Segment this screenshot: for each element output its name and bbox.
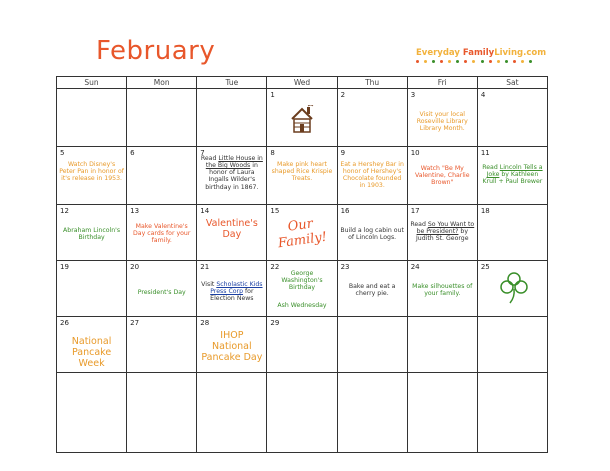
day-number: 3: [410, 91, 416, 99]
event-text: George Washington's Birthday: [281, 270, 323, 292]
weekday-thu: Thu: [337, 77, 407, 89]
day-cell-9: [337, 147, 407, 205]
event-text-part: Read: [200, 155, 219, 162]
day-number: 10: [410, 149, 420, 157]
day-cell-empty: [477, 317, 547, 373]
day-cell-13: [127, 205, 197, 261]
day-cell-29: [267, 317, 337, 373]
day-number: 29: [270, 319, 280, 327]
day-cell-6: [127, 147, 197, 205]
event-text: President's Day: [137, 289, 186, 296]
day-cell-empty: [197, 373, 267, 453]
day-cell-empty: [337, 317, 407, 373]
event-text: Build a log cabin out of Lincoln Logs.: [340, 227, 404, 242]
day-number: 13: [130, 207, 140, 215]
event-text: Valentine's Day: [205, 218, 258, 240]
brand-dot: [521, 60, 524, 63]
day-number: 1: [270, 91, 275, 99]
event-text: Make pink heart shaped Rice Krispie Treats.: [271, 161, 333, 183]
event-text-part: Read: [482, 164, 500, 171]
calendar-grid: [56, 76, 548, 453]
day-number: 9: [340, 149, 346, 157]
day-cell-24: [407, 261, 477, 317]
weekday-header-row: [57, 77, 548, 89]
brand-dot: [432, 60, 435, 63]
event-text-part: by Kathleen Krull + Paul Brewer: [482, 171, 543, 186]
brand-part-family: Family: [462, 48, 495, 58]
day-cell-15: [267, 205, 337, 261]
event-text: [480, 164, 545, 185]
day-number: 25: [480, 263, 490, 271]
day-cell-22: [267, 261, 337, 317]
week-row: [57, 261, 548, 317]
brand-dot: [448, 60, 451, 63]
brand-dot: [472, 60, 475, 63]
day-cell-empty: [267, 373, 337, 453]
day-number: 7: [200, 149, 205, 157]
weekday-sun: Sun: [57, 77, 127, 89]
book-title: So You Want to be President?: [416, 221, 475, 236]
day-cell-empty: [477, 373, 547, 453]
day-cell-empty: [197, 89, 267, 147]
day-cell-8: [267, 147, 337, 205]
event-text: Watch "Be My Valentine, Charlie Brown": [414, 165, 470, 187]
event-text: Abraham Lincoln's Birthday: [63, 227, 121, 242]
day-number: 11: [480, 149, 490, 157]
brand-dot: [489, 60, 492, 63]
day-number: 20: [130, 263, 140, 271]
event-text: Watch Disney's Peter Pan in honor of it's release in 1953.: [59, 161, 124, 183]
event-text: Ash Wednesday: [277, 302, 327, 309]
day-cell-19: [57, 261, 127, 317]
event-text: National Pancake Week: [71, 336, 112, 369]
event-text: IHOP National Pancake Day: [201, 330, 263, 363]
day-cell-26: [57, 317, 127, 373]
our-family-graphic: Our Family!: [277, 216, 329, 252]
book-title: Lincoln Tells a Joke: [486, 164, 543, 179]
day-cell-empty: [127, 89, 197, 147]
brand-dot-row: [416, 60, 532, 64]
event-text-part: by Judith St. George: [415, 228, 469, 243]
brand-dot: [481, 60, 484, 63]
day-number: 14: [200, 207, 210, 215]
event-text: Make Valentine's Day cards for your family.: [133, 223, 191, 245]
event-text-part: in honor of Laura Ingalls Wilder's birthday in 1867.: [205, 162, 259, 191]
day-number: 18: [480, 207, 490, 215]
day-cell-17: [407, 205, 477, 261]
day-cell-2: [337, 89, 407, 147]
day-cell-20: [127, 261, 197, 317]
week-row: [57, 89, 548, 147]
brand-dot: [529, 60, 532, 63]
day-cell-empty: [57, 373, 127, 453]
day-number: 27: [130, 319, 140, 327]
day-number: 21: [200, 263, 210, 271]
brand-dot: [505, 60, 508, 63]
event-text: [199, 155, 264, 191]
day-cell-3: [407, 89, 477, 147]
log-cabin-icon: [289, 105, 315, 135]
day-cell-empty: [407, 317, 477, 373]
day-cell-11: [477, 147, 547, 205]
event-text: [199, 281, 264, 302]
day-number: 8: [270, 149, 275, 157]
brand-dot: [464, 60, 467, 63]
event-text: Bake and eat a cherry pie.: [348, 283, 396, 298]
day-number: 12: [60, 207, 69, 215]
day-cell-16: [337, 205, 407, 261]
day-cell-empty: [127, 373, 197, 453]
brand-dot: [440, 60, 443, 63]
brand-dot: [513, 60, 516, 63]
day-cell-4: [477, 89, 547, 147]
weekday-tue: Tue: [197, 77, 267, 89]
day-cell-1: [267, 89, 337, 147]
day-cell-18: [477, 205, 547, 261]
day-number: 28: [200, 319, 210, 327]
day-number: 19: [60, 263, 69, 271]
day-number: 15: [270, 207, 280, 215]
week-row: [57, 205, 548, 261]
event-text: Make silhouettes of your family.: [412, 283, 473, 298]
day-cell-21: [197, 261, 267, 317]
event-text-part: Visit: [201, 281, 217, 288]
day-cell-25: [477, 261, 547, 317]
brand-dot: [416, 60, 419, 63]
scholastic-link[interactable]: Scholastic Kids Press Corp: [210, 281, 263, 296]
day-cell-empty: [57, 89, 127, 147]
day-number: 23: [340, 263, 350, 271]
day-cell-12: [57, 205, 127, 261]
day-number: 26: [60, 319, 69, 327]
book-title: Little House in the Big Woods: [205, 155, 263, 170]
day-number: 2: [340, 91, 346, 99]
month-title: February: [96, 36, 216, 66]
day-cell-5: [57, 147, 127, 205]
brand-dot: [456, 60, 459, 63]
brand-dot: [497, 60, 500, 63]
day-cell-28: [197, 317, 267, 373]
day-cell-empty: [337, 373, 407, 453]
day-number: 22: [270, 263, 280, 271]
day-cell-27: [127, 317, 197, 373]
day-number: 5: [60, 149, 65, 157]
day-cell-10: [407, 147, 477, 205]
brand-part-everyday: Everyday: [416, 48, 463, 58]
weekday-wed: Wed: [267, 77, 337, 89]
weekday-sat: Sat: [477, 77, 547, 89]
day-number: 4: [480, 91, 486, 99]
day-cell-14: [197, 205, 267, 261]
event-text-part: Read: [410, 221, 428, 228]
event-text: [410, 221, 475, 242]
event-text: Eat a Hershey Bar in honor of Hershey's Chocolate founded in 1903.: [340, 161, 404, 190]
brand-logo: [416, 48, 546, 58]
weekday-fri: Fri: [407, 77, 477, 89]
shamrock-icon: [500, 271, 528, 305]
day-number: 17: [410, 207, 420, 215]
day-number: 16: [340, 207, 350, 215]
day-cell-7: [197, 147, 267, 205]
day-cell-23: [337, 261, 407, 317]
week-row: [57, 373, 548, 453]
week-row: [57, 147, 548, 205]
brand-dot: [424, 60, 427, 63]
day-cell-empty: [407, 373, 477, 453]
event-text-part: for Election News: [210, 288, 254, 303]
brand-part-living: Living.com: [494, 48, 547, 58]
week-row: [57, 317, 548, 373]
weekday-mon: Mon: [127, 77, 197, 89]
day-number: 24: [410, 263, 420, 271]
event-text: Visit your local Roseville Library Library Month.: [416, 111, 468, 133]
day-number: 6: [130, 149, 135, 157]
